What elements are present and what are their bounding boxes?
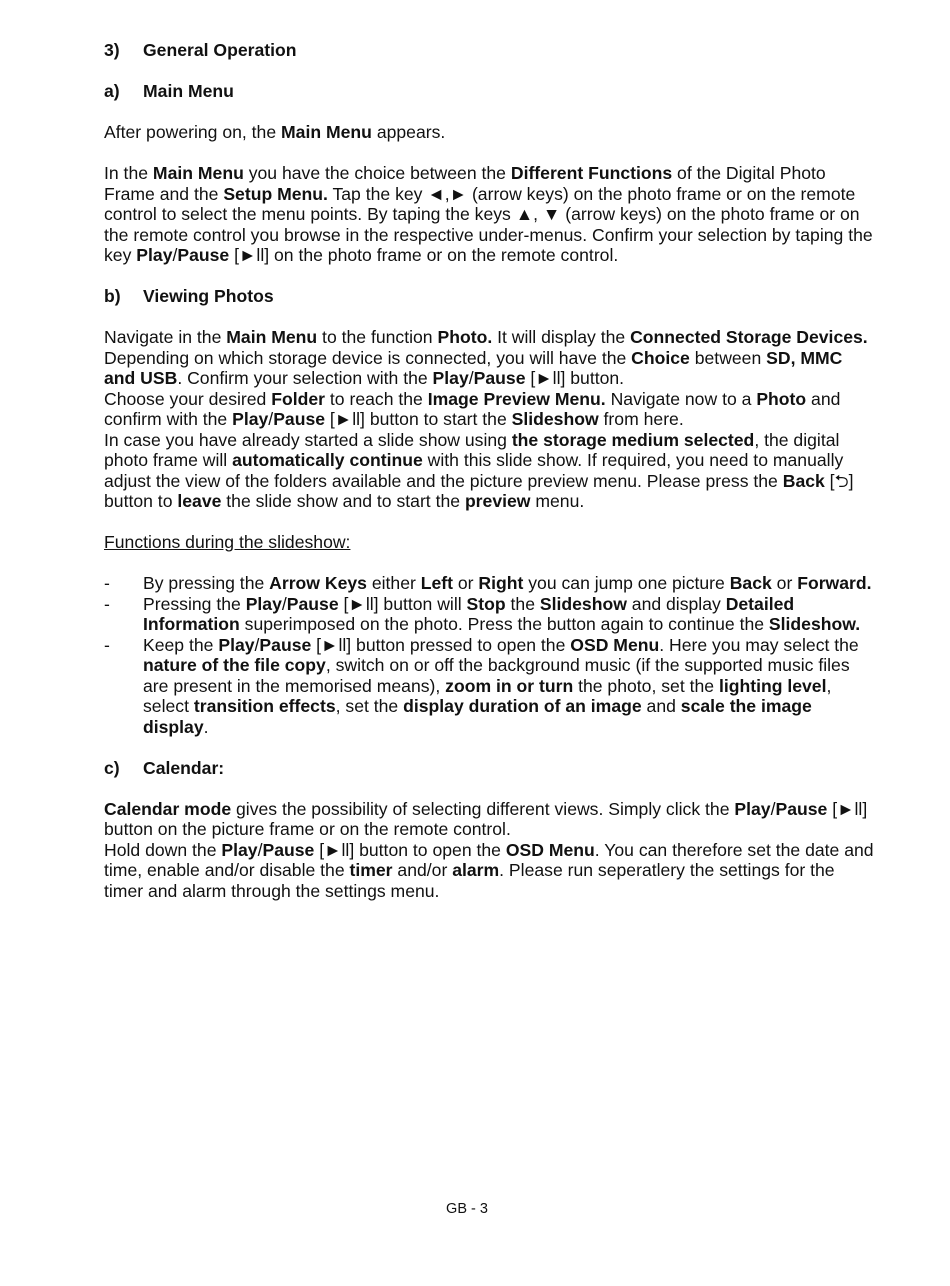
text-run: . [203,716,209,737]
text-run: Depending on which storage device is connected, you will have the [104,347,632,368]
text-run: to reach the [325,388,428,409]
text-run: you have the choice between the [243,163,511,183]
slideshow-functions-list [104,573,874,737]
bold-text-run: Calendar mode [104,798,232,819]
bold-text-run: Pause [177,245,230,265]
bold-text-run: timer [349,860,393,880]
heading-number: c) [104,757,120,778]
text-run: / [172,245,178,265]
text-run: . Please run seperatlery the settings for the timer and alarm through the settings menu. [104,860,835,901]
bold-text-run: Slideshow [511,409,599,429]
viewing-photos-paragraph-3 [104,430,874,512]
bold-text-run: Play [136,245,173,265]
text-run: In the [104,163,153,183]
bold-text-run: Arrow Keys [269,573,367,593]
text-run: or [771,573,798,593]
bold-text-run: zoom in or turn [445,675,574,696]
bold-text-run: Main Menu [226,327,318,347]
bold-text-run: Pause [775,798,828,819]
text-run: / [281,593,287,614]
text-run: Choose your desired [104,388,272,409]
bold-text-run: the storage medium selected [511,429,755,450]
text-run: . Here you may select the [659,634,859,655]
text-run: [►ll] button to open the [314,839,506,860]
text-run: / [468,368,474,388]
main-menu-paragraph [104,163,874,266]
text-run: / [770,798,776,819]
bold-text-run: scale the image display [143,696,812,737]
heading-number: 3) [104,40,120,60]
list-item [104,635,874,738]
text-run: superimposed on the photo. Press the button again to continue the [239,614,769,634]
viewing-photos-paragraph-1 [104,327,874,389]
text-run: to the function [317,327,438,347]
text-run: either [366,573,421,593]
bold-text-run: Play [232,409,269,429]
slideshow-functions-subheading: Functions during the slideshow: [104,532,351,552]
text-run: with this slide show. If required, you need to manually adjust the view of the folders available and the picture preview menu. Please press the [104,450,844,491]
bold-text-run: Slideshow [539,593,627,614]
text-run: and [641,696,681,716]
calendar-paragraph-2 [104,840,874,902]
bold-text-run: preview [464,491,531,511]
bold-text-run: Right [478,573,524,593]
text-run: [►ll] button. [525,368,625,388]
bullet-dash: - [104,634,110,655]
bold-text-run: Connected Storage Devices. [630,327,868,347]
text-run: menu. [530,491,585,511]
text-run: Navigate in the [104,327,227,347]
text-run: After powering on, the [104,122,282,142]
list-item [104,594,874,635]
text-run: Pressing the [143,593,246,614]
text-run: , set the [335,696,404,716]
text-run: appears. [371,122,446,142]
bold-text-run: transition effects [193,696,336,716]
bold-text-run: Back [729,573,772,593]
bold-text-run: Photo [756,388,807,409]
bold-text-run: SD, MMC and USB [104,347,843,388]
text-run: , the digital photo frame will [104,429,840,470]
bold-text-run: Choice [631,347,690,368]
bold-text-run: alarm [452,860,500,880]
bold-text-run: Slideshow. [768,614,861,634]
heading-label: Calendar: [143,757,225,778]
bold-text-run: Photo. [437,327,493,347]
list-item-text [143,635,874,738]
bold-text-run: OSD Menu [505,839,595,860]
bold-text-run: Play [734,798,771,819]
list-item-text [143,594,874,635]
bullet-dash: - [104,573,110,593]
text-run: [►ll] button to start the [325,409,512,429]
bold-text-run: Pause [473,368,526,388]
section-heading-calendar [104,758,874,779]
text-run: and display [626,593,726,614]
text-run: [►ll] on the photo frame or on the remote control. [229,245,619,265]
bold-text-run: nature of the file copy [143,655,326,675]
section-heading-main-menu [104,81,874,102]
text-run: By pressing the [143,573,270,593]
document-page [104,40,874,901]
text-run: you can jump one picture [523,573,730,593]
text-run: In case you have already started a slide show using [104,429,512,450]
text-run: [►ll] button pressed to open the [311,634,571,655]
bold-text-run: Main Menu [281,122,372,142]
text-run: Navigate now to a [605,388,757,409]
text-run: from here. [598,409,684,429]
text-run: [⮌] button to [104,470,854,511]
bold-text-run: Folder [271,388,326,409]
bold-text-run: Main Menu [152,163,244,183]
text-run: Keep the [143,634,219,655]
text-run: and confirm with the [104,388,841,429]
page-number: GB - 3 [446,1201,488,1217]
text-run: gives the possibility of selecting different views. Simply click the [231,798,735,819]
text-run: [►ll] button on the picture frame or on the remote control. [104,798,868,839]
text-run: It will display the [492,327,631,347]
text-run: between [689,347,767,368]
bold-text-run: Play [245,593,282,614]
text-run: Tap the key ◄,► (arrow keys) on the photo frame or on the remote control to select the menu points. By taping the keys ▲, ▼ (arrow keys) on the photo frame or on the remote control you browse in the respective under-menus. Confirm your selection by taping the key [104,183,873,265]
heading-label: Main Menu [143,81,234,101]
bold-text-run: lighting level [718,675,827,696]
bold-text-run: Forward. [797,573,872,593]
list-item-text [143,573,874,594]
bold-text-run: Setup Menu. [223,183,328,204]
text-run: the [505,593,540,614]
bold-text-run: Play [218,634,255,655]
text-run: / [257,839,263,860]
text-run: . Confirm your selection with the [177,368,433,388]
bullet-dash: - [104,593,110,614]
list-item [104,573,874,594]
main-menu-intro [104,122,874,143]
bold-text-run: Pause [262,839,315,860]
heading-label: General Operation [143,40,297,60]
bold-text-run: Pause [273,409,326,429]
text-run: , switch on or off the background music (if the supported music files are present in the memorised means), [143,655,850,696]
text-run: , select [143,675,832,716]
bold-text-run: Image Preview Menu. [427,388,606,409]
text-run: the slide show and to start the [221,491,465,511]
calendar-paragraph-1 [104,799,874,840]
section-heading-general-operation [104,40,874,61]
bold-text-run: Detailed Information [143,593,795,634]
text-run: / [268,409,274,429]
bold-text-run: Different Functions [510,163,673,183]
bold-text-run: leave [177,491,222,511]
text-run: or [452,573,479,593]
text-run: / [254,634,260,655]
bold-text-run: Back [782,470,825,491]
text-run: Hold down the [104,839,222,860]
text-run: and/or [392,860,453,880]
bold-text-run: Play [221,839,258,860]
bold-text-run: Left [420,573,453,593]
bold-text-run: OSD Menu [570,634,660,655]
bold-text-run: Stop [466,593,506,614]
heading-label: Viewing Photos [143,286,274,306]
heading-number: a) [104,81,120,101]
bold-text-run: Play [432,368,469,388]
section-heading-viewing-photos [104,286,874,307]
bold-text-run: automatically continue [232,450,423,470]
bold-text-run: display duration of an image [403,696,642,716]
heading-number: b) [104,286,121,306]
bold-text-run: Pause [286,593,339,614]
text-run: . You can therefore set the date and time, enable and/or disable the [104,839,874,880]
text-run: [►ll] button will [338,593,467,614]
text-run: the photo, set the [573,675,719,696]
text-run: of the Digital Photo Frame and the [104,163,826,204]
viewing-photos-paragraph-2 [104,389,874,430]
bold-text-run: Pause [259,634,312,655]
